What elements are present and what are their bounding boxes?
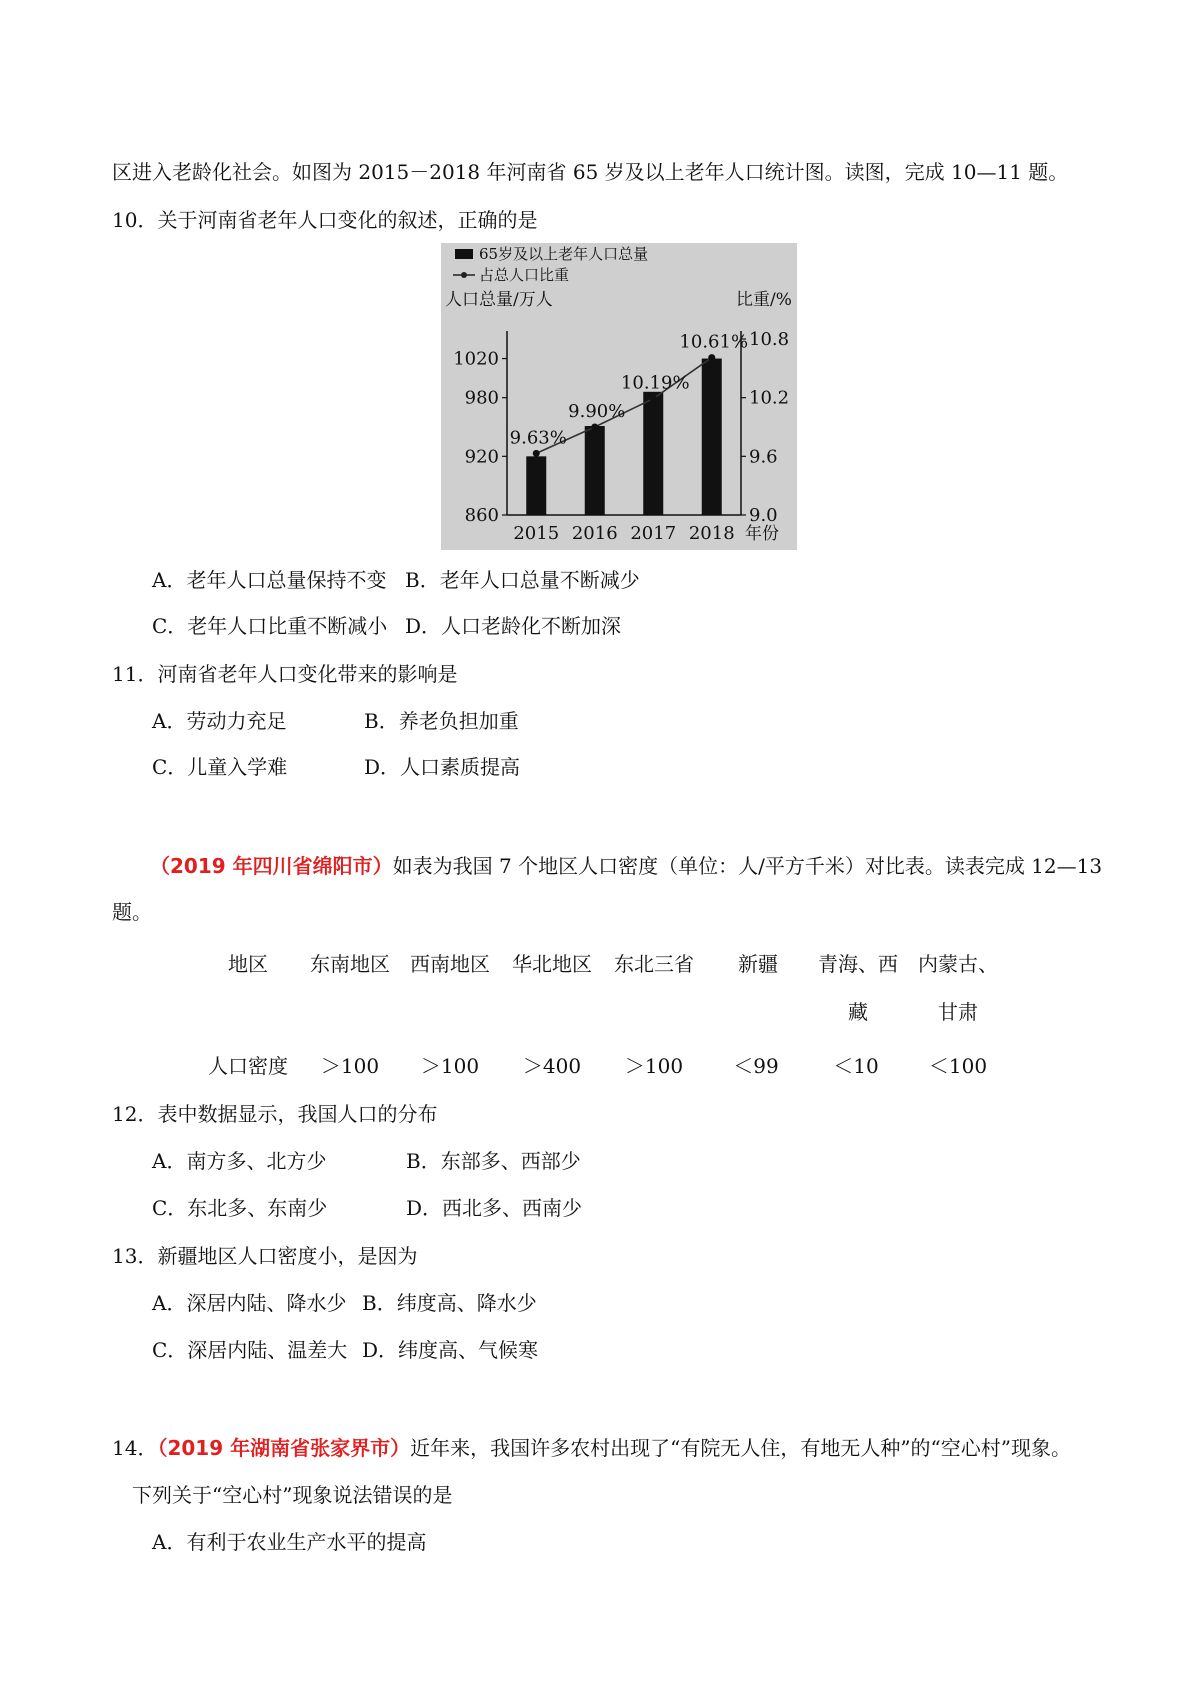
q14-source: （2019 年湖南省张家界市） (157, 1436, 411, 1460)
ratio-point (591, 424, 598, 431)
x-tick-label: 2018 (688, 523, 735, 544)
q11-option-a[interactable]: A．劳动力充足 (152, 709, 287, 733)
q10-option-d[interactable]: D．人口老龄化不断加深 (405, 614, 622, 638)
y-tick-label: 1020 (453, 348, 499, 370)
x-tick-label: 2016 (571, 523, 618, 544)
ratio-data-label: 9.90% (568, 401, 626, 422)
q13-option-b[interactable]: B．纬度高、降水少 (362, 1291, 537, 1315)
q11-stem: 11．河南省老年人口变化带来的影响是 (112, 662, 458, 686)
ratio-point (708, 354, 715, 361)
table-region-6: 青海、西 (818, 952, 898, 976)
legend-line-label: 占总人口比重 (479, 266, 570, 284)
table-density-2: ＞100 (420, 1054, 480, 1078)
table-density-1: ＞100 (320, 1054, 380, 1078)
bar (643, 392, 663, 515)
q10-option-b[interactable]: B．老年人口总量不断减少 (405, 568, 640, 592)
y-tick-label: 980 (464, 387, 499, 409)
q12-option-c[interactable]: C．东北多、东南少 (152, 1196, 328, 1220)
y2-tick-label: 9.6 (749, 446, 778, 468)
q10-stem: 10．关于河南省老年人口变化的叙述，正确的是 (112, 208, 538, 232)
table-region-4: 东北三省 (614, 952, 694, 976)
y2-tick-label: 9.0 (749, 505, 778, 526)
q14-number: 14． (112, 1436, 158, 1460)
ratio-data-label: 10.61% (679, 331, 749, 353)
q13-option-c[interactable]: C．深居内陆、温差大 (152, 1338, 348, 1362)
bar (702, 359, 722, 515)
passage2-line1 (150, 852, 1102, 880)
q12-stem: 12．表中数据显示，我国人口的分布 (112, 1102, 438, 1126)
y2-tick-label: 10.2 (749, 387, 790, 409)
q14-option-a[interactable]: A．有利于农业生产水平的提高 (152, 1530, 427, 1554)
x-tick-label: 2015 (513, 523, 560, 544)
q10-option-c[interactable]: C．老年人口比重不断减小 (152, 614, 388, 638)
table-density-7: ＜100 (928, 1054, 988, 1078)
chart-svg (441, 243, 797, 550)
table-region-5: 新疆 (738, 952, 778, 976)
table-density-5: ＜99 (733, 1054, 779, 1078)
table-row-label: 人口密度 (208, 1054, 288, 1078)
x-tick-label: 2017 (630, 523, 677, 544)
q13-stem: 13．新疆地区人口密度小，是因为 (112, 1244, 418, 1268)
q12-option-a[interactable]: A．南方多、北方少 (152, 1149, 327, 1173)
passage2-text-cont: 题。 (112, 900, 152, 924)
q14-text: 近年来，我国许多农村出现了“有院无人住，有地无人种”的“空心村”现象。 (410, 1436, 1071, 1460)
passage2-text: 如表为我国 7 个地区人口密度（单位：人/平方千米）对比表。读表完成 12—13 (392, 854, 1103, 878)
table-region-7-line2: 甘肃 (938, 1000, 978, 1024)
q11-option-b[interactable]: B．养老负担加重 (364, 709, 519, 733)
y-tick-label: 860 (464, 505, 499, 526)
table-region-7: 内蒙古、 (918, 952, 998, 976)
x-axis-title: 年份 (745, 524, 779, 544)
ratio-point (650, 395, 657, 402)
table-density-3: ＞400 (522, 1054, 582, 1078)
q13-option-a[interactable]: A．深居内陆、降水少 (152, 1291, 347, 1315)
legend-bar-swatch (455, 249, 473, 259)
table-header-label: 地区 (228, 952, 268, 976)
q11-option-c[interactable]: C．儿童入学难 (152, 755, 288, 779)
y2-axis-title: 比重/% (736, 290, 792, 310)
legend-line-marker (461, 272, 467, 278)
table-density-4: ＞100 (624, 1054, 684, 1078)
q14-line1 (112, 1434, 1071, 1462)
table-region-2: 西南地区 (410, 952, 490, 976)
bar (526, 456, 546, 515)
ratio-point (533, 450, 540, 457)
q13-option-d[interactable]: D．纬度高、气候寒 (362, 1338, 539, 1362)
legend-bar-label: 65岁及以上老年人口总量 (479, 245, 649, 263)
table-region-1: 东南地区 (310, 952, 390, 976)
q12-option-b[interactable]: B．东部多、西部少 (406, 1149, 581, 1173)
y-tick-label: 920 (464, 446, 499, 468)
q12-option-d[interactable]: D．西北多、西南少 (406, 1196, 583, 1220)
table-region-3: 华北地区 (512, 952, 592, 976)
ratio-data-label: 9.63% (509, 427, 567, 449)
ratio-data-label: 10.19% (620, 372, 690, 394)
q10-option-a[interactable]: A．老年人口总量保持不变 (152, 568, 387, 592)
y2-tick-label: 10.8 (749, 329, 790, 350)
q11-option-d[interactable]: D．人口素质提高 (364, 755, 521, 779)
table-density-6: ＜10 (833, 1054, 879, 1078)
table-region-6-line2: 藏 (848, 1000, 868, 1024)
q14-text-cont: 下列关于“空心村”现象说法错误的是 (132, 1483, 453, 1507)
intro-text: 区进入老龄化社会。如图为 2015－2018 年河南省 65 岁及以上老年人口统计图。读图，完成 10—11 题。 (112, 160, 1069, 184)
passage2-source: （2019 年四川省绵阳市） (150, 854, 393, 878)
bar (585, 426, 605, 515)
y-axis-title: 人口总量/万人 (445, 290, 553, 310)
elderly-population-chart (441, 243, 797, 550)
